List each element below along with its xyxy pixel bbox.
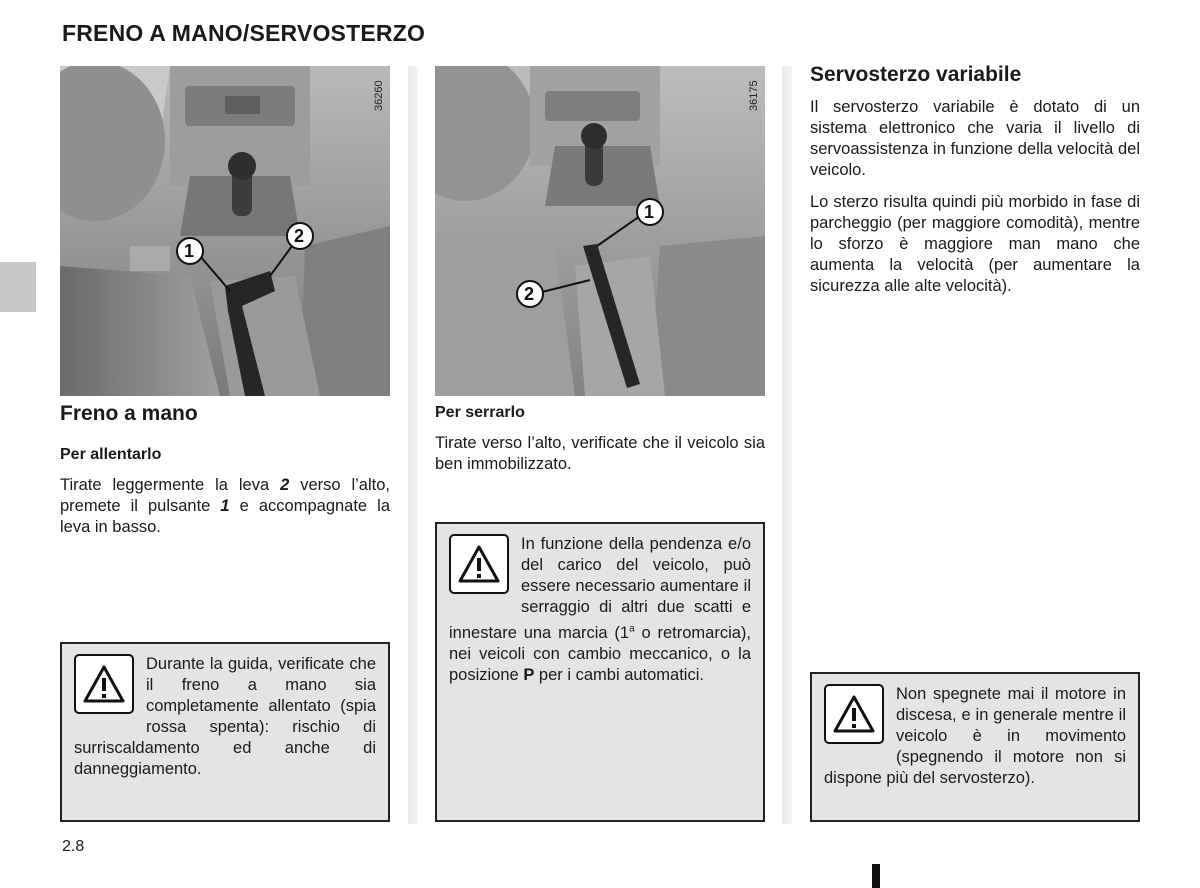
column-divider-right	[782, 66, 792, 824]
warning-box-middle	[435, 522, 765, 822]
page-title: FRENO A MANO/SERVOSTERZO	[62, 20, 426, 46]
column-divider-left	[408, 66, 418, 824]
warning-triangle-icon	[824, 684, 884, 744]
handbrake-photo-middle	[435, 66, 765, 396]
callout-2-left: 2	[294, 226, 305, 246]
photo-id-middle: 36175	[748, 80, 760, 111]
page-number: 2.8	[62, 838, 85, 855]
paragraph-allentarlo: Tirate leggermente la leva 2 verso l’alto, premete il pulsante 1 e accompagnate la leva in basso.	[60, 476, 391, 536]
callout-2-middle: 2	[524, 284, 535, 304]
chapter-tab	[0, 262, 36, 312]
section-heading-servosterzo: Servosterzo variabile	[810, 63, 1022, 86]
warning-triangle-icon	[449, 534, 509, 594]
warning-text-middle: In funzione della pendenza e/o del carico del veicolo, può essere necessario aumentare il serraggio di altri due scatti e innestare una marcia (1$^a$ o retromarcia), nei veicoli con cambio meccanico, o la posizione P per i cambi automatici.	[449, 535, 752, 684]
subheading-per-allentarlo: Per allentarlo	[60, 446, 162, 463]
photo-id-left: 36260	[373, 80, 385, 111]
warning-text-left: Durante la guida, verificate che il freno a mano sia completamente allentato (spia rossa spenta): rischio di surriscaldamento ed anche di danneggiamento.	[74, 655, 376, 778]
handbrake-photo-left	[60, 66, 390, 396]
warning-triangle-icon	[74, 654, 134, 714]
section-heading-freno: Freno a mano	[60, 402, 198, 425]
paragraph-servosterzo-2: Lo sterzo risulta quindi più morbido in fase di parcheggio (per maggiore comodità), mentre lo sforzo è maggiore man mano che aumenta la velocità (per aumentare la sicurezza alle alte velocità).	[810, 193, 1140, 295]
page-edge-marker	[872, 864, 880, 888]
warning-text-right: Non spegnete mai il motore in discesa, e in generale mentre il veicolo è in movimento (spegnendo il motore non si dispone più del servosterzo).	[824, 685, 1126, 787]
warning-box-right	[810, 672, 1140, 822]
subheading-per-serrarlo: Per serrarlo	[435, 404, 525, 421]
warning-box-left	[60, 642, 390, 822]
paragraph-serrarlo: Tirate verso l’alto, verificate che il veicolo sia ben immobilizzato.	[435, 434, 765, 473]
paragraph-servosterzo-1: Il servosterzo variabile è dotato di un sistema elettronico che varia il livello di servoassistenza in funzione della velocità del veicolo.	[810, 98, 1140, 179]
callout-1-middle: 1	[644, 202, 655, 222]
callout-1-left: 1	[184, 241, 195, 261]
